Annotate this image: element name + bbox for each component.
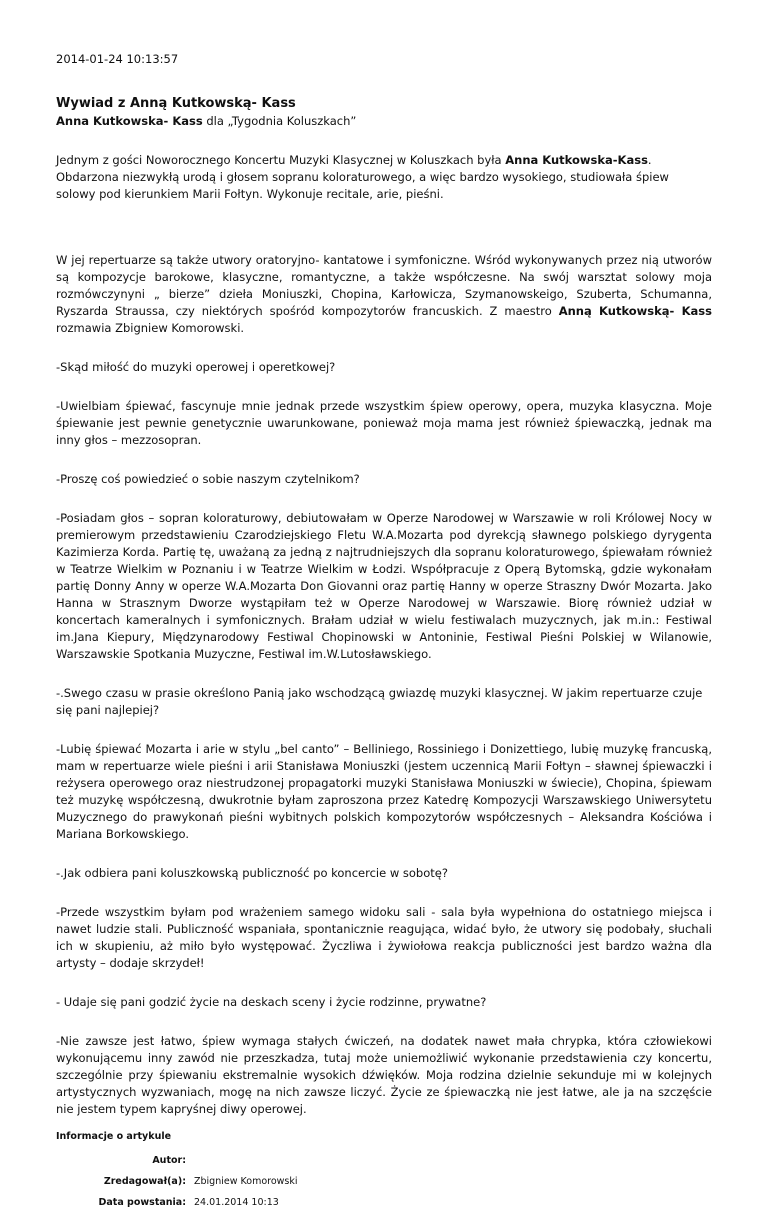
answer-3: -Lubię śpiewać Mozarta i arie w stylu „bel canto” – Belliniego, Rossiniego i Donizettiego, lubię muzykę francuską, mam w repertuarze wiele pieśni i arii Stanisława Moniuszki (jestem uczennicą Marii Fołtyn – sławnej śpiewaczki i reżysera operowego oraz niestrudzonej propagatorki muzyki Stanisława Moniuszki w świecie), Chopina, śpiewam też muzykę współczesną, dwukrotnie byłam zaproszona przez Katedrę Kompozycji Warszawskiego Uniwersytetu Muzycznego do prawykonań pieśni wybitnych polskich kompozytorów współczesnych – Aleksandra Kościówa i Mariana Borkowskiego. (56, 742, 712, 841)
question-1: -Skąd miłość do muzyki operowej i operetkowej? (56, 360, 336, 374)
article-info-table (56, 1154, 298, 1217)
paragraph-2-text-a: W jej repertuarze są także utwory oratoryjno- kantatowe i symfoniczne. Wśród wykonywanych przez nią utworów są kompozycje barokowe, klasyczne, romantyczne, a także współczesne. Na swój warsztat solowy moja rozmówczynyni „ bierze” dzieła Moniuszki, Chopina, Karłowicza, Szymanowskeigo, Szuberta, Schumanna, Ryszarda Straussa, czy niektórych spośród kompozytorów francuskich. Z maestro (56, 253, 712, 318)
paragraph-1-text-b: . Obdarzona niezwykłą urodą i głosem sopranu koloraturowego, a więc bardzo wysokiego, studiowała śpiew solowy pod kierunkiem Marii Fołtyn. Wykonuje recitale, arie, pieśni. (56, 153, 669, 201)
intro-name: Anna Kutkowska- Kass (56, 114, 203, 128)
article-info-title: Informacje o artykule (56, 1131, 172, 1142)
info-author-label: Autor: (152, 1155, 186, 1166)
paragraph-1-bold: Anna Kutkowska-Kass (505, 153, 648, 167)
intro-line (56, 113, 712, 130)
question-4: -.Jak odbiera pani koluszkowską publiczność po koncercie w sobotę? (56, 866, 448, 880)
paragraph-1-text-a: Jednym z gości Noworocznego Koncertu Muzyki Klasycznej w Koluszkach była (56, 153, 506, 167)
info-row-created (56, 1196, 298, 1217)
article-datetime: 2014-01-24 10:13:57 (56, 52, 179, 66)
answer-1: -Uwielbiam śpiewać, fascynuje mnie jednak przede wszystkim śpiew operowy, opera, muzyka klasyczna. Moje śpiewanie jest pewnie genetycznie uwarunkowane, ponieważ moja mama jest również śpiewaczką, jednak ma inny głos – mezzosopran. (56, 399, 712, 447)
answer-5: -Nie zawsze jest łatwo, śpiew wymaga stałych ćwiczeń, na dodatek nawet mała chrypka, która człowiekowi wykonującemu inny zawód nie przeszkadza, tutaj może uniemożliwić wykonanie przedstawienia czy koncertu, szczególnie przy śpiewaniu ekstremalnie wysokich dźwięków. Moja rodzina dzielnie sekunduje mi w kolejnych artystycznych wyzwaniach, mogę na nich zawsze liczyć. Życie ze śpiewaczką nie jest łatwe, ale ja na szczęście nie jestem typem kapryśnej diwy operowej. (56, 1034, 712, 1116)
answer-2: -Posiadam głos – sopran koloraturowy, debiutowałam w Operze Narodowej w Warszawie w roli Królowej Nocy w premierowym przedstawieniu Czarodziejskiego Fletu W.A.Mozarta pod dyrekcją sławnego polskiego dyrygenta Kazimierza Korda. Partię tę, uważaną za jedną z najtrudniejszych dla sopranu koloraturowego, śpiewałam również w Teatrze Wielkim w Poznaniu i w Teatrze Wielkim w Łodzi. Współpracuje z Operą Bytomską, gdzie wykonałam partię Donny Anny w operze W.A.Mozarta Don Giovanni oraz partię Hanny w operze Straszny Dwór Mozarta. Jako Hanna w Strasznym Dworze wystąpiłam też w Operze Narodowej w Warszawie. Biorę również udział w koncertach kameralnych i symfonicznych. Brałam udział w wielu festiwalach muzycznych, jak m.in.: Festiwal im.Jana Kiepury, Międzynarodowy Festiwal Chopinowski w Antoninie, Festiwal Pieśni Polskiej w Wilanowie, Warszawskie Spotkania Muzyczne, Festiwal im.W.Lutosławskiego. (56, 511, 712, 661)
article-info (56, 1130, 712, 1217)
paragraph-2-bold: Anną Kutkowską- Kass (558, 304, 712, 318)
info-row-author (56, 1154, 298, 1175)
article-title: Wywiad z Anną Kutkowską- Kass (56, 96, 296, 111)
intro-rest: dla „Tygodnia Koluszkach” (202, 114, 357, 128)
question-5: - Udaje się pani godzić życie na deskach sceny i życie rodzinne, prywatne? (56, 995, 487, 1009)
info-row-editor (56, 1175, 298, 1196)
info-editor-value: Zbigniew Komorowski (194, 1176, 298, 1187)
paragraph-1 (56, 152, 712, 203)
paragraph-2 (56, 252, 712, 337)
question-3: -.Swego czasu w prasie określono Panią jako wschodzącą gwiazdę muzyki klasycznej. W jakim repertuarze czuje się pani najlepiej? (56, 686, 703, 717)
paragraph-2-text-b: rozmawia Zbigniew Komorowski. (56, 321, 245, 335)
question-2: -Proszę coś powiedzieć o sobie naszym czytelnikom? (56, 472, 360, 486)
info-editor-label: Zredagował(a): (103, 1176, 186, 1187)
article-page (0, 51, 768, 1217)
info-created-value: 24.01.2014 10:13 (194, 1197, 279, 1208)
info-author-value (194, 1154, 298, 1175)
info-created-label: Data powstania: (98, 1197, 186, 1208)
answer-4: -Przede wszystkim byłam pod wrażeniem samego widoku sali - sala była wypełniona do ostatniego miejsca i nawet ludzie stali. Publiczność wspaniała, spontanicznie reagująca, widać było, że utwory się podobały, słuchali ich w skupieniu, aż miło było występować. Życzliwa i żywiołowa reakcja publiczności jest bardzo ważna dla artysty – dodaje skrzydeł! (56, 905, 712, 970)
